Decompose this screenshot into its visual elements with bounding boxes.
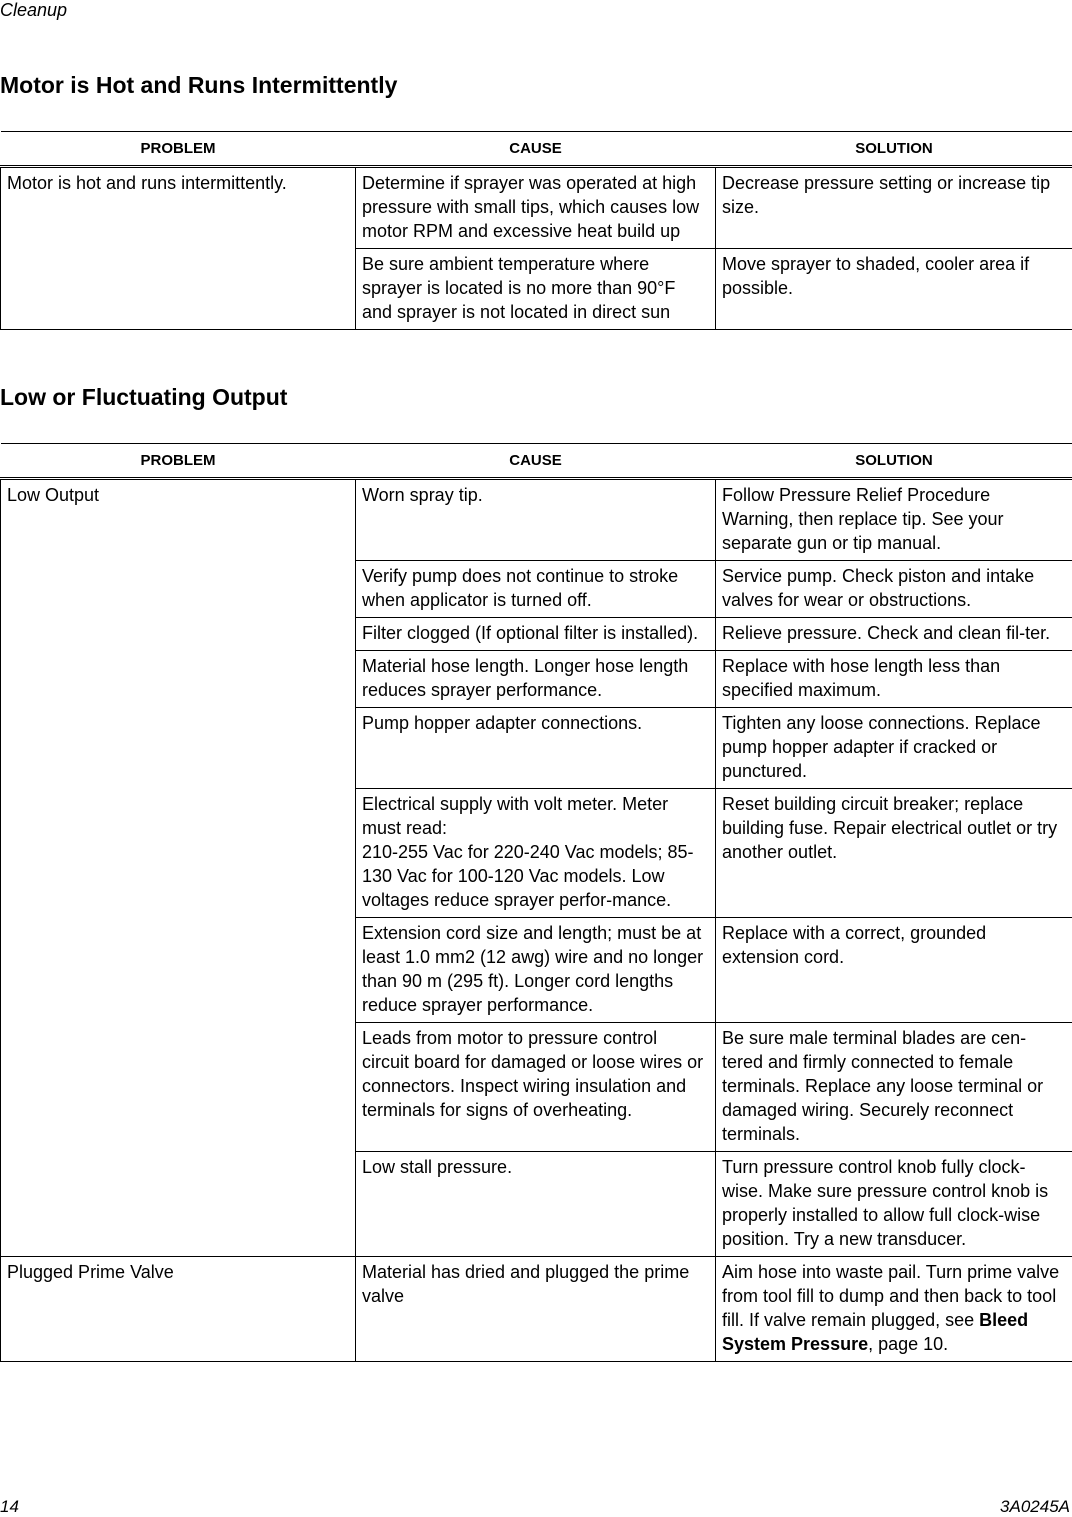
solution-cell: Move sprayer to shaded, cooler area if possible. [716,249,1072,330]
cause-cell: Material hose length. Longer hose length reduces sprayer performance. [356,651,716,708]
cause-cell: Determine if sprayer was operated at high pressure with small tips, which causes low motor RPM and excessive heat build up [356,167,716,249]
table-row [1,167,1072,249]
section-title-motor-hot: Motor is Hot and Runs Intermittently [0,72,397,99]
section-title-low-output: Low or Fluctuating Output [0,384,287,411]
solution-cell: Replace with a correct, grounded extension cord. [716,918,1072,1023]
column-header-solution: SOLUTION [716,132,1072,167]
document-id: 3A0245A [1000,1497,1070,1517]
column-header-cause: CAUSE [356,444,716,479]
cause-cell: Be sure ambient temperature where sprayer is located is no more than 90°F and sprayer is not located in direct sun [356,249,716,330]
solution-cell: Reset building circuit breaker; replace building fuse. Repair electrical outlet or try another outlet. [716,789,1072,918]
column-header-problem: PROBLEM [1,132,356,167]
cause-cell: Filter clogged (If optional filter is installed). [356,618,716,651]
cause-cell: Material has dried and plugged the prime valve [356,1257,716,1362]
solution-cell: Follow Pressure Relief Procedure Warning, then replace tip. See your separate gun or tip manual. [716,479,1072,561]
solution-cell: Decrease pressure setting or increase tip size. [716,167,1072,249]
cause-cell: Leads from motor to pressure control circuit board for damaged or loose wires or connectors. Inspect wiring insulation and terminals for signs of overheating. [356,1023,716,1152]
problem-cell: Plugged Prime Valve [1,1257,356,1362]
solution-cell: Relieve pressure. Check and clean fil-ter. [716,618,1072,651]
cause-cell [356,789,716,918]
problem-cell: Motor is hot and runs intermittently. [1,167,356,330]
problem-cell: Low Output [1,479,356,1257]
cause-cell: Low stall pressure. [356,1152,716,1257]
table-header-row [1,444,1072,479]
table-row [1,1257,1072,1362]
cause-cell: Verify pump does not continue to stroke when applicator is turned off. [356,561,716,618]
table-row [1,479,1072,561]
column-header-solution: SOLUTION [716,444,1072,479]
solution-text-end: , page 10. [868,1334,948,1354]
cause-cell: Worn spray tip. [356,479,716,561]
column-header-problem: PROBLEM [1,444,356,479]
solution-cell [716,1257,1072,1362]
cross-reference-link[interactable]: Bleed System Pressure [722,1310,1028,1354]
solution-cell: Tighten any loose connections. Replace pump hopper adapter if cracked or punctured. [716,708,1072,789]
page-number: 14 [0,1497,19,1517]
column-header-cause: CAUSE [356,132,716,167]
cause-text: Electrical supply with volt meter. Meter must read: [362,794,668,838]
low-output-table [0,443,1072,1362]
solution-cell: Replace with hose length less than specified maximum. [716,651,1072,708]
solution-cell: Turn pressure control knob fully clock-wise. Make sure pressure control knob is properly installed to allow full clock-wise position. Try a new transducer. [716,1152,1072,1257]
solution-cell: Service pump. Check piston and intake valves for wear or obstructions. [716,561,1072,618]
table-header-row [1,132,1072,167]
cause-cell: Extension cord size and length; must be at least 1.0 mm2 (12 awg) wire and no longer than 90 m (295 ft). Longer cord lengths reduce sprayer performance. [356,918,716,1023]
cause-voltage-text: 210-255 Vac for 220-240 Vac models; 85-130 Vac for 100-120 Vac models. Low voltages reduce sprayer perfor-mance. [362,842,694,910]
running-head: Cleanup [0,0,67,21]
solution-text: Aim hose into waste pail. Turn prime valve from tool fill to dump and then back to tool fill. If valve remain plugged, see [722,1262,1059,1330]
solution-cell: Be sure male terminal blades are cen-tered and firmly connected to female terminals. Replace any loose terminal or damaged wiring. Securely reconnect terminals. [716,1023,1072,1152]
motor-hot-table [0,131,1072,330]
cause-cell: Pump hopper adapter connections. [356,708,716,789]
